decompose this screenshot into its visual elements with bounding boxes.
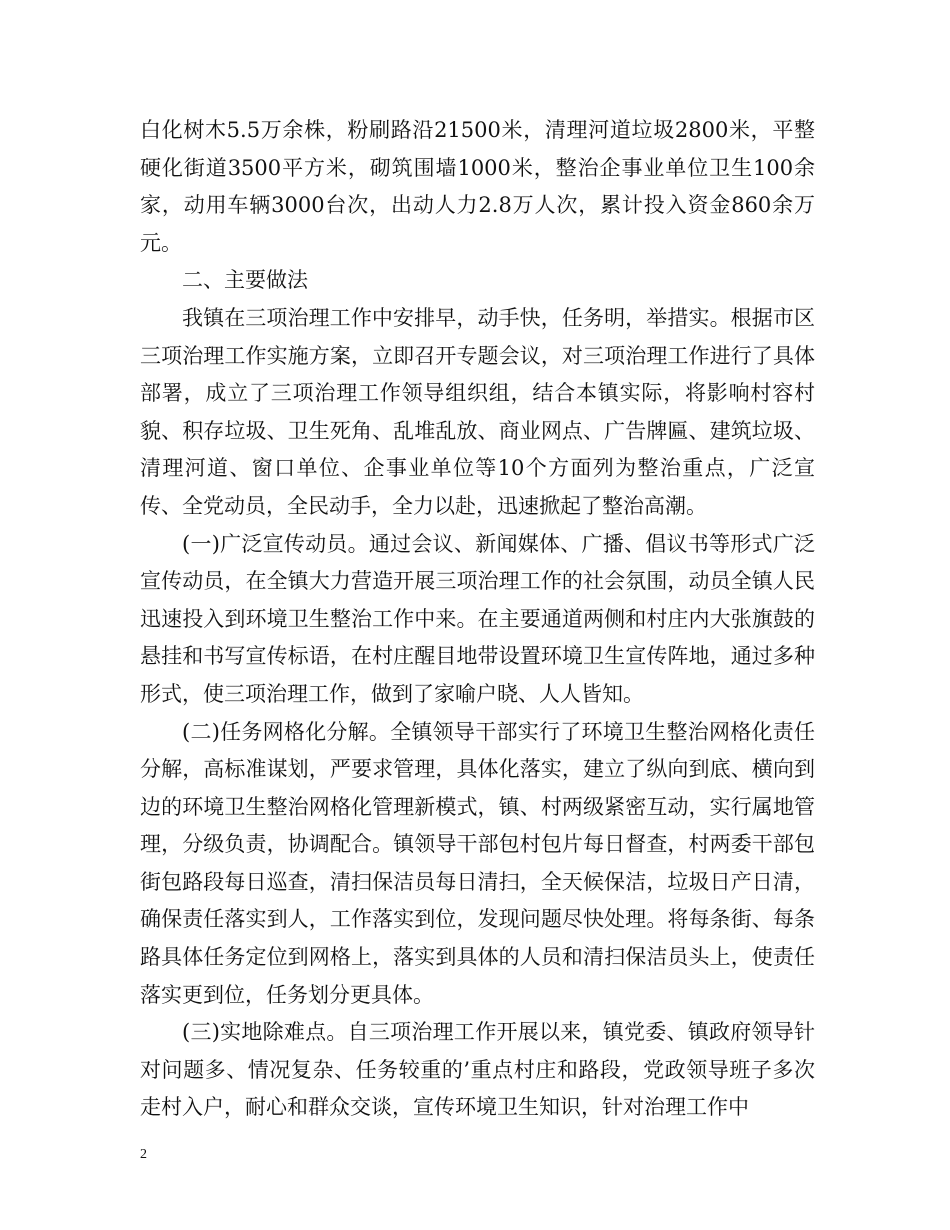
paragraph-4: (二)任务网格化分解。全镇领导干部实行了环境卫生整治网格化责任分解，高标准谋划，严要求管理，具体化落实，建立了纵向到底、横向到边的环境卫生整治网格化管理新模式，镇、村两级紧密互动，实行属地管理，分级负责，协调配合。镇领导干部包村包片每日督查，村两委干部包街包路段每日巡查，清扫保洁员每日清扫，全天候保洁，垃圾日产日清，确保责任落实到人，工作落实到位，发现问题尽快处理。将每条街、每条路具体任务定位到网格上，落实到具体的人员和清扫保洁员头上，使责任落实更到位，任务划分更具体。 <box>140 719 815 1007</box>
paragraph-3: (一)广泛宣传动员。通过会议、新闻媒体、广播、倡议书等形式广泛宣传动员，在全镇大力营造开展三项治理工作的社会氛围，动员全镇人民迅速投入到环境卫生整治工作中来。在主要通道两侧和村庄内大张旗鼓的悬挂和书写宣传标语，在村庄醒目地带设置环境卫生宣传阵地，通过多种形式，使三项治理工作，做到了家喻户晓、人人皆知。 <box>140 531 815 706</box>
page-number: 2 <box>140 1147 147 1162</box>
paragraph-2: 我镇在三项治理工作中安排早，动手快，任务明，举措实。根据市区三项治理工作实施方案，立即召开专题会议，对三项治理工作进行了具体部署，成立了三项治理工作领导组织组，结合本镇实际，将影响村容村貌、积存垃圾、卫生死角、乱堆乱放、商业网点、广告牌匾、建筑垃圾、清理河道、窗口单位、企事业单位等10个方面列为整治重点，广泛宣传、全党动员，全民动手，全力以赴，迅速掀起了整治高潮。 <box>140 305 815 518</box>
page-body <box>140 112 815 1127</box>
section-heading: 二、主要做法 <box>182 268 308 293</box>
paragraph-1: 白化树木5.5万余株，粉刷路沿21500米，清理河道垃圾2800米，平整硬化街道3500平方米，砌筑围墙1000米，整治企事业单位卫生100余家，动用车辆3000台次，出动人力2.8万人次，累计投入资金860余万元。 <box>140 118 815 255</box>
paragraph-5: (三)实地除难点。自三项治理工作开展以来，镇党委、镇政府领导针对问题多、情况复杂、任务较重的’重点村庄和路段，党政领导班子多次走村入户，耐心和群众交谈，宣传环境卫生知识，针对治理工作中 <box>140 1020 815 1120</box>
